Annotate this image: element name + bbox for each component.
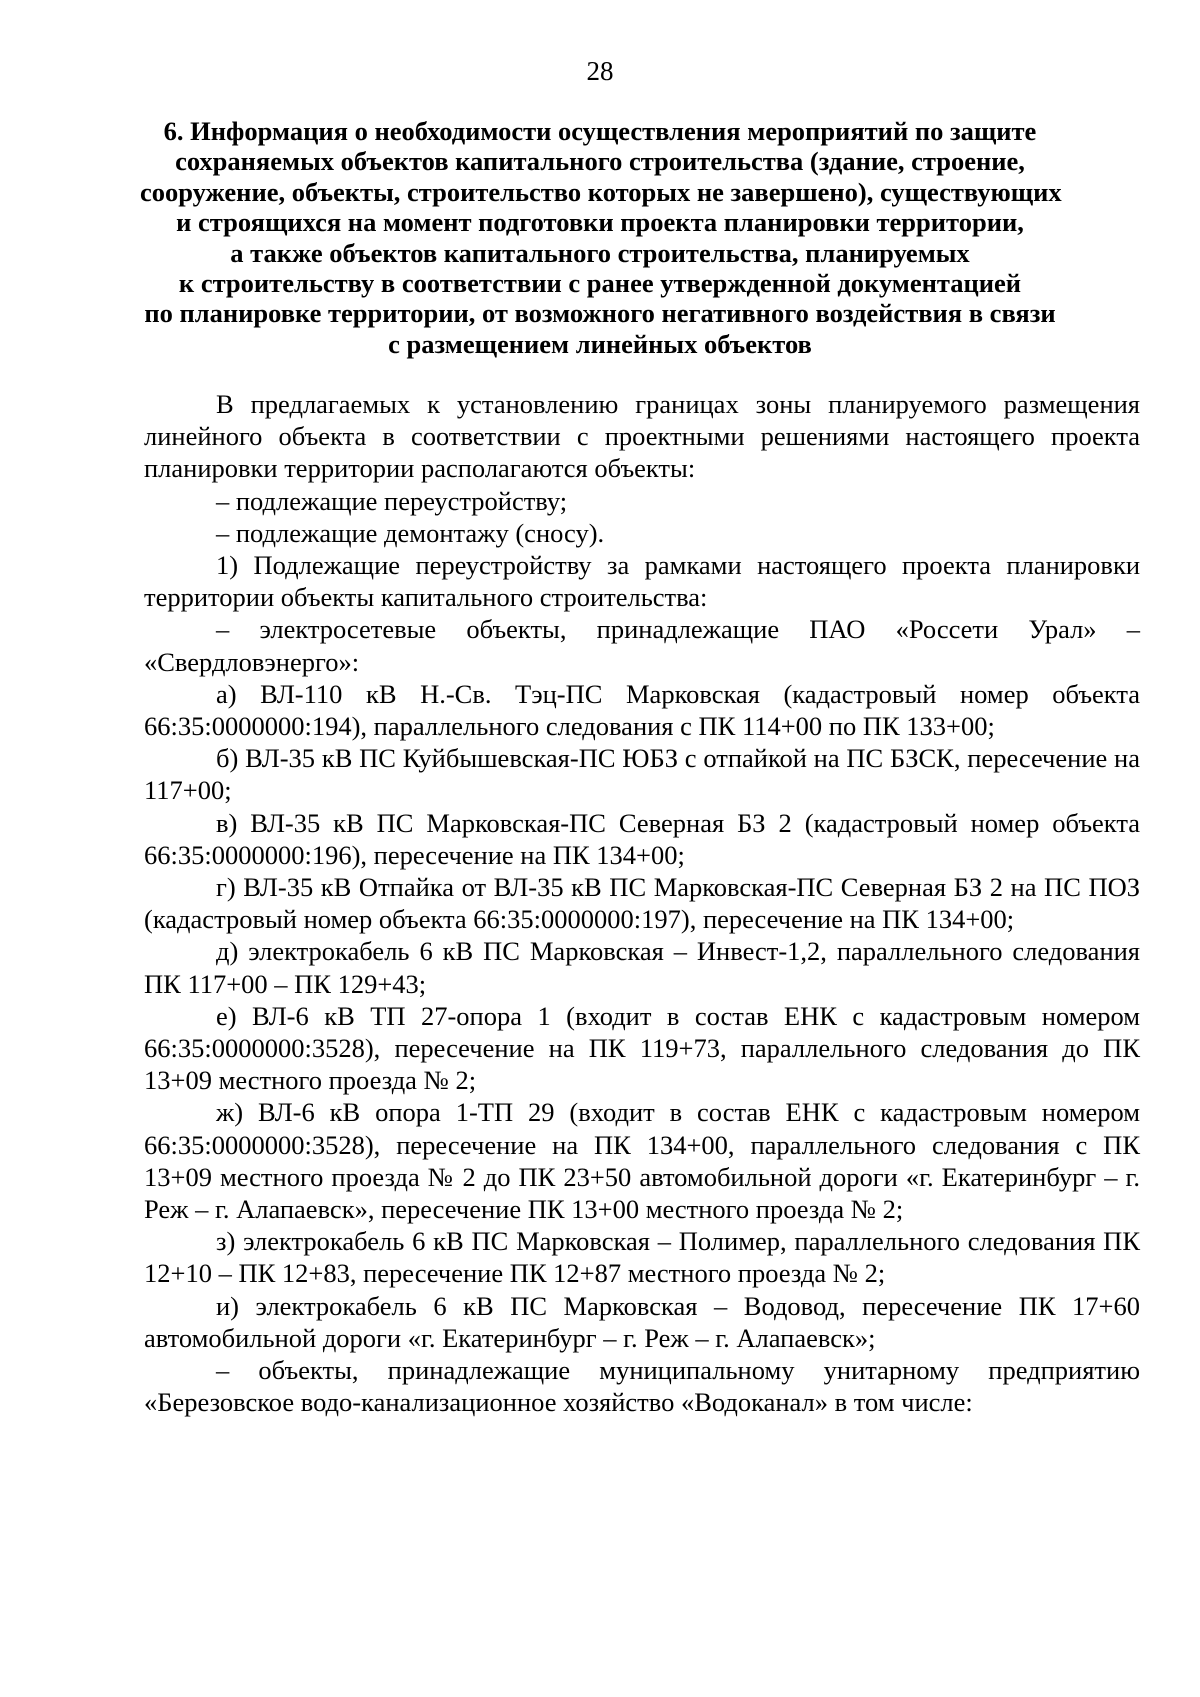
heading-line: и строящихся на момент подготовки проекта планировки территории, xyxy=(176,207,1024,238)
list-item: в) ВЛ-35 кВ ПС Марковская-ПС Северная БЗ 2 (кадастровый номер объекта 66:35:0000000:196), пересечение на ПК 134+00; xyxy=(144,807,1140,870)
heading-line: сооружение, объекты, строительство которых не завершено), существующих xyxy=(140,176,1062,207)
body-text xyxy=(144,388,1140,1419)
list-item: – подлежащие переустройству; xyxy=(216,485,568,516)
heading-line: 6. Информация о необходимости осуществления мероприятий по защите xyxy=(163,116,1037,146)
paragraph: – электросетевые объекты, принадлежащие ПАО «Россети Урал» – «Свердловэнерго»: xyxy=(144,614,1140,677)
list-item: а) ВЛ-110 кВ Н.-Св. Тэц-ПС Марковская (кадастровый номер объекта 66:35:0000000:194), параллельного следования с ПК 114+00 по ПК 133+00; xyxy=(144,678,1140,742)
list-item: и) электрокабель 6 кВ ПС Марковская – Водовод, пересечение ПК 17+60 автомобильной дороги «г. Екатеринбург – г. Реж – г. Алапаевск»; xyxy=(144,1290,1140,1353)
intro-paragraph: В предлагаемых к установлению границах зоны планируемого размещения линейного объекта в соответствии с проектными решениями настоящего проекта планировки территории располагаются объекты: xyxy=(144,389,1140,484)
list-item: б) ВЛ-35 кВ ПС Куйбышевская-ПС ЮБЗ с отпайкой на ПС БЗСК, пересечение на 117+00; xyxy=(144,743,1140,806)
heading-line: сохраняемых объектов капитального строительства (здание, строение, xyxy=(175,146,1025,177)
list-item: з) электрокабель 6 кВ ПС Марковская – Полимер, параллельного следования ПК 12+10 – ПК 12+83, пересечение ПК 12+87 местного проезда № 2; xyxy=(144,1226,1140,1289)
page-number: 28 xyxy=(586,56,614,86)
section-heading xyxy=(140,116,1060,359)
heading-line: а также объектов капитального строительства, планируемых xyxy=(230,237,970,268)
heading-line: с размещением линейных объектов xyxy=(388,328,812,359)
heading-line: по планировке территории, от возможного негативного воздействия в связи xyxy=(144,298,1056,329)
paragraph: – объекты, принадлежащие муниципальному унитарному предприятию «Березовское водо-канализационное хозяйство «Водоканал» в том числе: xyxy=(144,1355,1140,1418)
heading-line: к строительству в соответствии с ранее утвержденной документацией xyxy=(178,268,1022,299)
list-item: ж) ВЛ-6 кВ опора 1-ТП 29 (входит в состав ЕНК с кадастровым номером 66:35:0000000:3528), пересечение на ПК 134+00, параллельного следования с ПК 13+09 местного проезда № 2 до ПК 23+50 автомобильной дороги «г. Екатеринбург – г. Реж – г. Алапаевск», пересечение ПК 13+00 местного проезда № 2; xyxy=(144,1097,1140,1225)
paragraph: 1) Подлежащие переустройству за рамками настоящего проекта планировки территории объекты капитального строительства: xyxy=(144,550,1140,613)
list-item: д) электрокабель 6 кВ ПС Марковская – Инвест-1,2, параллельного следования ПК 117+00 – ПК 129+43; xyxy=(144,936,1140,999)
list-item: г) ВЛ-35 кВ Отпайка от ВЛ-35 кВ ПС Марковская-ПС Северная БЗ 2 на ПС ПОЗ (кадастровый номер объекта 66:35:0000000:197), пересечение на ПК 134+00; xyxy=(144,872,1140,935)
list-item: е) ВЛ-6 кВ ТП 27-опора 1 (входит в состав ЕНК с кадастровым номером 66:35:0000000:3528), пересечение на ПК 119+73, параллельного следования до ПК 13+09 местного проезда № 2; xyxy=(144,1000,1140,1096)
list-item: – подлежащие демонтажу (сносу). xyxy=(216,517,605,548)
